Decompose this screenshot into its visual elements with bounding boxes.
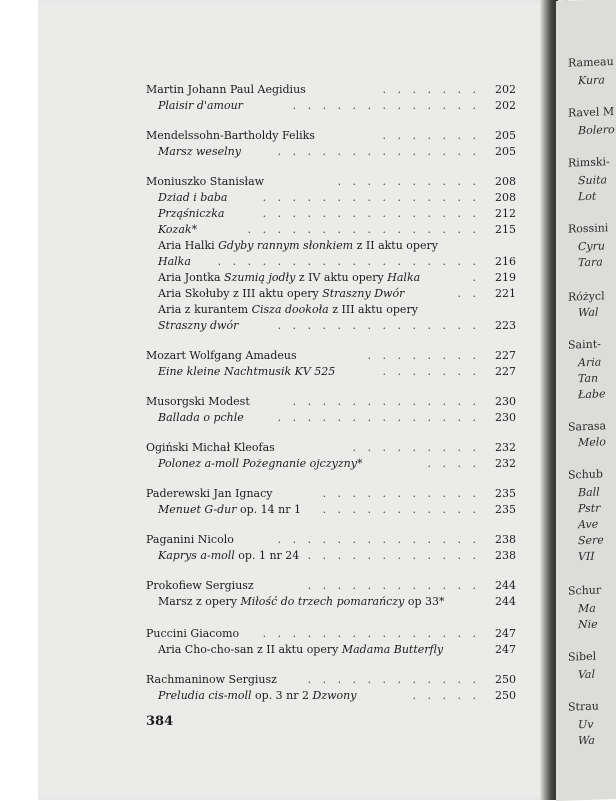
leader-dots: . . . . . bbox=[412, 689, 480, 702]
page-number: 232 bbox=[495, 457, 516, 470]
leader-dots: . . . . . . . bbox=[382, 129, 480, 142]
leader-dots: . . . . . . . . . . . . . bbox=[292, 395, 480, 408]
composer-name: Paderewski Jan Ignacy bbox=[146, 487, 273, 500]
leader-dots: . . . . . . . . . . . . . . bbox=[277, 145, 480, 158]
aria-title: Szumią jodły bbox=[224, 271, 296, 284]
next-page-fragment: Aria bbox=[578, 355, 602, 370]
work-prefix: Aria Cho-cho-san z II aktu opery bbox=[158, 643, 342, 656]
composer-entry bbox=[146, 532, 516, 548]
work-entry bbox=[158, 144, 516, 160]
work-title: Menuet G-dur bbox=[158, 503, 237, 516]
page-number: 247 bbox=[495, 627, 516, 640]
work-entry bbox=[158, 688, 516, 704]
aria-text: z IV aktu opery bbox=[295, 271, 388, 284]
composer-entry bbox=[146, 174, 516, 190]
leader-dots: . . . . . . . . . . . . . bbox=[292, 99, 480, 112]
next-page-fragment: Wa bbox=[578, 733, 595, 748]
aria-entry bbox=[158, 238, 516, 254]
page-number: 250 bbox=[495, 673, 516, 686]
aria-text: Aria z kurantem bbox=[158, 303, 252, 316]
aria-title: Cisza dookoła bbox=[251, 303, 329, 316]
leader-dots: . . . . . . . bbox=[382, 365, 480, 378]
next-page-fragment: VII bbox=[578, 549, 595, 564]
composer-name: Rachmaninow Sergiusz bbox=[146, 673, 277, 686]
work-title: Prząśniczka bbox=[158, 207, 225, 220]
leader-dots: . . . . . . . . . . . . bbox=[307, 579, 480, 592]
work-entry bbox=[158, 222, 516, 238]
leader-dots: . bbox=[472, 271, 480, 284]
composer-name: Martin Johann Paul Aegidius bbox=[146, 83, 306, 96]
leader-dots: . . . . . . . . . . . bbox=[322, 487, 480, 500]
work-entry bbox=[158, 364, 516, 380]
aria-entry bbox=[158, 286, 516, 302]
page-number: 244 bbox=[495, 595, 516, 608]
page-number: 238 bbox=[495, 533, 516, 546]
next-page-fragment: Tan bbox=[578, 371, 599, 386]
next-page-fragment: Schur bbox=[568, 583, 602, 598]
work-entry bbox=[158, 456, 516, 472]
composer-name: Puccini Giacomo bbox=[146, 627, 240, 640]
aria-entry bbox=[158, 302, 516, 318]
page-number: 235 bbox=[495, 503, 516, 516]
page-number: 227 bbox=[495, 365, 516, 378]
next-page-fragment: Lot bbox=[578, 189, 597, 204]
opera-title: Madama Butterfly bbox=[341, 643, 444, 656]
page-number: 235 bbox=[495, 487, 516, 500]
leader-dots: . . . . . . . . . . . . . . . . bbox=[247, 223, 480, 236]
next-page-fragment: Sere bbox=[578, 533, 604, 548]
work-title: Ballada o pchle bbox=[158, 411, 244, 424]
leader-dots: . . bbox=[457, 287, 480, 300]
work-title: Kozak* bbox=[158, 223, 198, 236]
leader-dots: . . . . . . . . . . . . . . . bbox=[262, 627, 480, 640]
leader-dots: . . . . . . . . . bbox=[352, 441, 480, 454]
page-number: 202 bbox=[495, 83, 516, 96]
next-page-fragment: Saint- bbox=[568, 337, 601, 352]
page-number: 221 bbox=[495, 287, 516, 300]
work-prefix: Marsz z opery bbox=[158, 595, 241, 608]
page-number: 238 bbox=[495, 549, 516, 562]
next-page-fragment: Pstr bbox=[578, 501, 601, 516]
next-page-fragment: Cyru bbox=[578, 239, 605, 254]
work-entry bbox=[158, 502, 516, 518]
work-entry bbox=[158, 98, 516, 114]
leader-dots: . . . . . . . . . . . . . . . bbox=[262, 207, 480, 220]
composer-name: Ogiński Michał Kleofas bbox=[146, 441, 275, 454]
next-page-fragment: Val bbox=[578, 667, 596, 682]
page-number: 208 bbox=[495, 191, 516, 204]
next-page-fragment: Rossini bbox=[568, 221, 609, 236]
page-number: 232 bbox=[495, 441, 516, 454]
composer-entry bbox=[146, 578, 516, 594]
next-page-fragment: Łabe bbox=[578, 387, 606, 402]
next-page-fragment: Kura bbox=[578, 73, 605, 88]
work-title: Eine kleine Nachtmusik KV 525 bbox=[158, 365, 336, 378]
leader-dots: . . . . . . . bbox=[382, 83, 480, 96]
composer-entry bbox=[146, 626, 516, 642]
work-entry bbox=[158, 548, 516, 564]
next-page-fragment: Strau bbox=[568, 699, 599, 714]
aria-entry bbox=[158, 270, 516, 286]
leader-dots: . . . . . . . . bbox=[367, 349, 480, 362]
composer-entry bbox=[146, 394, 516, 410]
work-entry bbox=[158, 206, 516, 222]
page-number: 227 bbox=[495, 349, 516, 362]
aria-title: Gdyby rannym słonkiem bbox=[218, 239, 354, 252]
page-number: 205 bbox=[495, 145, 516, 158]
composer-name: Moniuszko Stanisław bbox=[146, 175, 265, 188]
next-page-fragment: Ave bbox=[578, 517, 599, 532]
composer-name: Musorgski Modest bbox=[146, 395, 250, 408]
opera-title: Straszny Dwór bbox=[322, 287, 405, 300]
work-subtitle: Dzwony bbox=[312, 689, 357, 702]
aria-text: Aria Skołuby z III aktu opery bbox=[158, 287, 323, 300]
leader-dots: . . . . . . . . . . . . bbox=[307, 549, 480, 562]
page-number: 202 bbox=[495, 99, 516, 112]
next-page-fragment: Tara bbox=[578, 255, 603, 270]
composer-name: Paganini Nicolo bbox=[146, 533, 234, 546]
aria-entry-cont bbox=[158, 254, 516, 270]
composer-name: Mozart Wolfgang Amadeus bbox=[146, 349, 297, 362]
leader-dots: . . . . . . . . . . . . . . . bbox=[262, 191, 480, 204]
page-number: 247 bbox=[495, 643, 516, 656]
work-entry bbox=[158, 642, 516, 658]
leader-dots: . . . . . . . . . . . . bbox=[307, 673, 480, 686]
work-opus: op. 1 nr 24 bbox=[234, 549, 300, 562]
page-number: 215 bbox=[495, 223, 516, 236]
leader-dots: . . . . . . . . . . . . . . bbox=[277, 411, 480, 424]
work-title: Polonez a-moll Pożegnanie ojczyzny* bbox=[158, 457, 363, 470]
aria-text: z II aktu opery bbox=[353, 239, 438, 252]
leader-dots: . . . . . . . . . . bbox=[337, 175, 480, 188]
next-page-fragment: Ball bbox=[578, 485, 600, 500]
composer-entry bbox=[146, 82, 516, 98]
work-entry bbox=[158, 190, 516, 206]
next-page-fragment: Bolero bbox=[578, 123, 615, 138]
opera-title: Halka bbox=[387, 271, 421, 284]
composer-entry bbox=[146, 348, 516, 364]
page-number: 250 bbox=[495, 689, 516, 702]
next-page-fragment: Różycl bbox=[568, 289, 605, 304]
work-title: Plaisir d'amour bbox=[158, 99, 243, 112]
page-number: 230 bbox=[495, 395, 516, 408]
next-page-fragment: Sarasa bbox=[568, 419, 607, 434]
page-number: 244 bbox=[495, 579, 516, 592]
opera-title: Miłość do trzech pomarańczy bbox=[240, 595, 405, 608]
composer-entry bbox=[146, 128, 516, 144]
page-number: 216 bbox=[495, 255, 516, 268]
leader-dots: . . . . . . . . . . . . . . . . . . bbox=[217, 255, 480, 268]
aria-entry-cont bbox=[158, 318, 516, 334]
next-page-fragment: Wal bbox=[578, 305, 599, 320]
page-number: 212 bbox=[495, 207, 516, 220]
page-number: 219 bbox=[495, 271, 516, 284]
composer-entry bbox=[146, 672, 516, 688]
next-page-fragment: Schub bbox=[568, 467, 603, 482]
composer-name: Mendelssohn-Bartholdy Feliks bbox=[146, 129, 315, 142]
work-title: Marsz weselny bbox=[158, 145, 241, 158]
page-number: 208 bbox=[495, 175, 516, 188]
next-page-fragment: Nie bbox=[578, 617, 598, 632]
next-page-fragment: Ravel M bbox=[568, 105, 615, 120]
opera-title: Halka bbox=[158, 255, 191, 268]
composer-name: Prokofiew Sergiusz bbox=[146, 579, 254, 592]
leader-dots: . . . . bbox=[427, 457, 480, 470]
work-entry bbox=[158, 594, 516, 610]
next-page-fragment: Melo bbox=[578, 435, 606, 450]
next-page-fragment: Uv bbox=[578, 717, 594, 732]
opera-title: Straszny dwór bbox=[158, 319, 239, 332]
aria-text: Aria Jontka bbox=[158, 271, 225, 284]
next-page-fragment: Suita bbox=[578, 173, 608, 188]
work-opus: op. 14 nr 1 bbox=[236, 503, 301, 516]
work-opus: op. 3 nr 2 bbox=[251, 689, 313, 702]
page-number: 205 bbox=[495, 129, 516, 142]
aria-text: Aria Halki bbox=[158, 239, 219, 252]
next-page-fragment: Rimski- bbox=[568, 155, 610, 170]
leader-dots: . . . . . . . . . . . . . . bbox=[277, 533, 480, 546]
leader-dots: . . . . . . . . . . . bbox=[322, 503, 480, 516]
right-page-edge bbox=[556, 0, 616, 801]
page-number: 230 bbox=[495, 411, 516, 424]
next-page-fragment: Rameau bbox=[568, 55, 614, 70]
composer-entry bbox=[146, 440, 516, 456]
page-number: 223 bbox=[495, 319, 516, 332]
aria-text: z III aktu opery bbox=[328, 303, 418, 316]
work-entry bbox=[158, 410, 516, 426]
work-title: Kaprys a-moll bbox=[158, 549, 235, 562]
composer-entry bbox=[146, 486, 516, 502]
work-title: Preludia cis-moll bbox=[158, 689, 252, 702]
next-page-fragment: Sibel bbox=[568, 649, 597, 664]
leader-dots: . . . . . . . . . . . . . . bbox=[277, 319, 480, 332]
page-folio: 384 bbox=[146, 714, 174, 729]
work-opus: op 33* bbox=[404, 595, 445, 608]
work-title: Dziad i baba bbox=[158, 191, 228, 204]
next-page-fragment: Ma bbox=[578, 601, 596, 616]
